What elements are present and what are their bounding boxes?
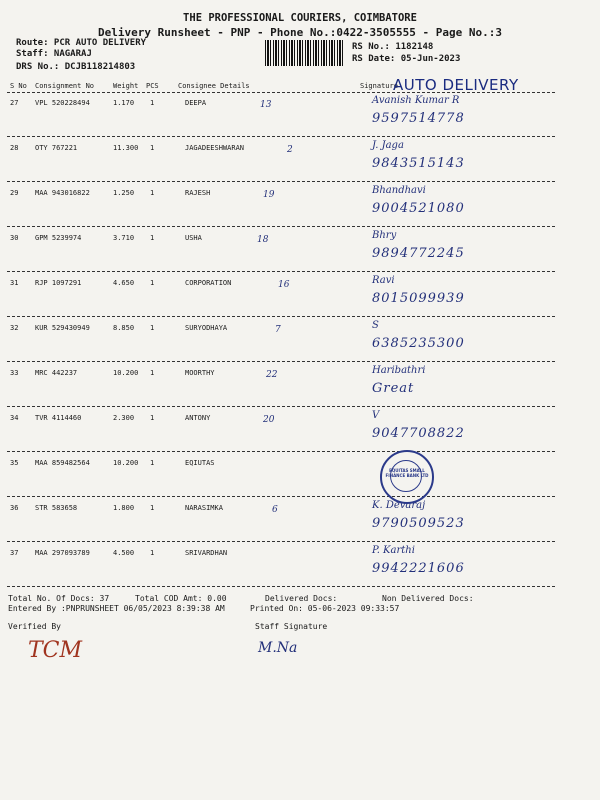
row-note: 2 bbox=[287, 145, 293, 155]
row-pcs: 1 bbox=[150, 324, 155, 332]
row-consignment: VPL 520228494 bbox=[35, 99, 90, 107]
row-note: 22 bbox=[266, 370, 278, 380]
entered-by: Entered By :PNPRUNSHEET 06/05/2023 8:39:38 AM bbox=[8, 604, 225, 613]
row-pcs: 1 bbox=[150, 144, 155, 152]
row-signature-phone: 9843515143 bbox=[372, 156, 465, 171]
row-weight: 1.800 bbox=[113, 504, 135, 512]
row-signature-name: Haribathri bbox=[372, 365, 426, 376]
row-consignee: USHA bbox=[185, 234, 202, 242]
verified-signature: TCM bbox=[28, 638, 83, 663]
row-sno: 31 bbox=[10, 279, 19, 287]
row-signature-name: P. Karthi bbox=[372, 545, 415, 556]
row-consignment: KUR 529430949 bbox=[35, 324, 90, 332]
row-divider bbox=[7, 226, 555, 227]
row-consignee: ANTONY bbox=[185, 414, 211, 422]
row-weight: 3.710 bbox=[113, 234, 135, 242]
total-cod: Total COD Amt: 0.00 bbox=[135, 594, 227, 603]
row-note: 13 bbox=[260, 100, 272, 110]
row-signature-name: Bhry bbox=[372, 230, 397, 241]
row-sno: 33 bbox=[10, 369, 19, 377]
row-consignment: GPM 5239974 bbox=[35, 234, 82, 242]
row-pcs: 1 bbox=[150, 189, 155, 197]
col-weight: Weight bbox=[113, 82, 139, 90]
row-sno: 30 bbox=[10, 234, 19, 242]
row-consignee: SURYODHAYA bbox=[185, 324, 228, 332]
row-consignee: JAGADEESHWARAN bbox=[185, 144, 245, 152]
staff-label: Staff: NAGARAJ bbox=[16, 49, 92, 59]
non-delivered-docs: Non Delivered Docs: bbox=[382, 594, 474, 603]
row-consignment: MAA 943016822 bbox=[35, 189, 90, 197]
row-weight: 8.850 bbox=[113, 324, 135, 332]
row-weight: 10.200 bbox=[113, 459, 139, 467]
row-consignment: MAA 859482564 bbox=[35, 459, 90, 467]
row-sno: 32 bbox=[10, 324, 19, 332]
row-note: 7 bbox=[275, 325, 281, 335]
row-consignment: TVR 4114460 bbox=[35, 414, 82, 422]
row-sno: 35 bbox=[10, 459, 19, 467]
row-consignee: CORPORATION bbox=[185, 279, 232, 287]
row-sno: 37 bbox=[10, 549, 19, 557]
row-divider bbox=[7, 136, 555, 137]
route-label: Route: PCR AUTO DELIVERY bbox=[16, 38, 147, 48]
row-signature-phone: 9004521080 bbox=[372, 201, 465, 216]
col-sno: S No bbox=[10, 82, 27, 90]
row-note: 20 bbox=[263, 415, 275, 425]
row-signature-phone: 8015099939 bbox=[372, 291, 465, 306]
row-note: 16 bbox=[278, 280, 290, 290]
row-pcs: 1 bbox=[150, 549, 155, 557]
row-signature-name: V bbox=[372, 410, 380, 421]
row-signature-phone: 6385235300 bbox=[372, 336, 465, 351]
staff-handwritten-signature: M.Na bbox=[258, 640, 298, 656]
company-title: THE PROFESSIONAL COURIERS, COIMBATORE bbox=[183, 12, 417, 24]
staff-signature-label: Staff Signature bbox=[255, 622, 328, 631]
row-weight: 4.500 bbox=[113, 549, 135, 557]
row-weight: 2.300 bbox=[113, 414, 135, 422]
row-weight: 1.170 bbox=[113, 99, 135, 107]
row-signature-name: K. Devaraj bbox=[372, 500, 426, 511]
col-pcs: PCS bbox=[146, 82, 159, 90]
row-divider bbox=[7, 406, 555, 407]
row-weight: 11.300 bbox=[113, 144, 139, 152]
row-consignee: RAJESH bbox=[185, 189, 211, 197]
row-pcs: 1 bbox=[150, 369, 155, 377]
barcode bbox=[265, 40, 345, 66]
row-signature-name: Avanish Kumar R bbox=[372, 95, 460, 106]
row-signature-phone: Great bbox=[372, 381, 415, 396]
row-note: 19 bbox=[263, 190, 275, 200]
col-consignee: Consignee Details bbox=[178, 82, 250, 90]
row-sno: 36 bbox=[10, 504, 19, 512]
row-pcs: 1 bbox=[150, 414, 155, 422]
row-consignment: RJP 1097291 bbox=[35, 279, 82, 287]
rs-number: RS No.: 1182148 bbox=[352, 42, 434, 52]
total-docs: Total No. Of Docs: 37 bbox=[8, 594, 110, 603]
row-note: 18 bbox=[257, 235, 269, 245]
row-sno: 34 bbox=[10, 414, 19, 422]
row-divider bbox=[7, 451, 555, 452]
row-signature-phone: 9597514778 bbox=[372, 111, 465, 126]
row-sno: 27 bbox=[10, 99, 19, 107]
row-note: 6 bbox=[272, 505, 278, 515]
row-signature-name: S bbox=[372, 320, 379, 331]
row-sno: 29 bbox=[10, 189, 19, 197]
delivered-docs: Delivered Docs: bbox=[265, 594, 338, 603]
row-consignment: STR 583658 bbox=[35, 504, 78, 512]
col-signature: Signature bbox=[360, 82, 398, 90]
printed-on: Printed On: 05-06-2023 09:33:57 bbox=[250, 604, 400, 613]
row-sno: 28 bbox=[10, 144, 19, 152]
row-pcs: 1 bbox=[150, 504, 155, 512]
row-consignee: DEEPA bbox=[185, 99, 207, 107]
row-signature-name: Ravi bbox=[372, 275, 395, 286]
row-signature-phone: 9942221606 bbox=[372, 561, 465, 576]
row-pcs: 1 bbox=[150, 459, 155, 467]
row-divider bbox=[7, 316, 555, 317]
row-consignee: SRIVARDHAN bbox=[185, 549, 228, 557]
row-divider bbox=[7, 271, 555, 272]
row-divider bbox=[7, 181, 555, 182]
row-consignee: NARASIMKA bbox=[185, 504, 223, 512]
row-signature-phone: 9047708822 bbox=[372, 426, 465, 441]
row-consignee: MOORTHY bbox=[185, 369, 215, 377]
drs-number: DRS No.: DCJB118214803 bbox=[16, 62, 136, 72]
col-consignment: Consignment No bbox=[35, 82, 95, 90]
row-divider bbox=[7, 586, 555, 587]
row-pcs: 1 bbox=[150, 99, 155, 107]
row-signature-phone: 9894772245 bbox=[372, 246, 465, 261]
bank-stamp bbox=[380, 450, 434, 504]
row-weight: 4.650 bbox=[113, 279, 135, 287]
row-pcs: 1 bbox=[150, 234, 155, 242]
stamp-text: EQUITAS SMALL FINANCE BANK LTD bbox=[385, 468, 429, 478]
row-signature-name: Bhandhavi bbox=[372, 185, 426, 196]
row-weight: 1.250 bbox=[113, 189, 135, 197]
verified-by-label: Verified By bbox=[8, 622, 61, 631]
runsheet-subtitle: Delivery Runsheet - PNP - Phone No.:0422-3505555 - Page No.:3 bbox=[98, 26, 502, 39]
rs-date: RS Date: 05-Jun-2023 bbox=[352, 54, 461, 64]
header-divider bbox=[7, 92, 555, 93]
row-divider bbox=[7, 361, 555, 362]
row-consignment: OTY 767221 bbox=[35, 144, 78, 152]
row-divider bbox=[7, 541, 555, 542]
row-weight: 10.200 bbox=[113, 369, 139, 377]
row-divider bbox=[7, 496, 555, 497]
row-consignment: MAA 297093789 bbox=[35, 549, 90, 557]
row-pcs: 1 bbox=[150, 279, 155, 287]
auto-delivery-stamp: AUTO DELIVERY bbox=[393, 76, 519, 94]
row-signature-phone: 9790509523 bbox=[372, 516, 465, 531]
row-consignment: MRC 442237 bbox=[35, 369, 78, 377]
row-signature-name: J. Jaga bbox=[372, 140, 404, 151]
row-consignee: EQIUTAS bbox=[185, 459, 215, 467]
